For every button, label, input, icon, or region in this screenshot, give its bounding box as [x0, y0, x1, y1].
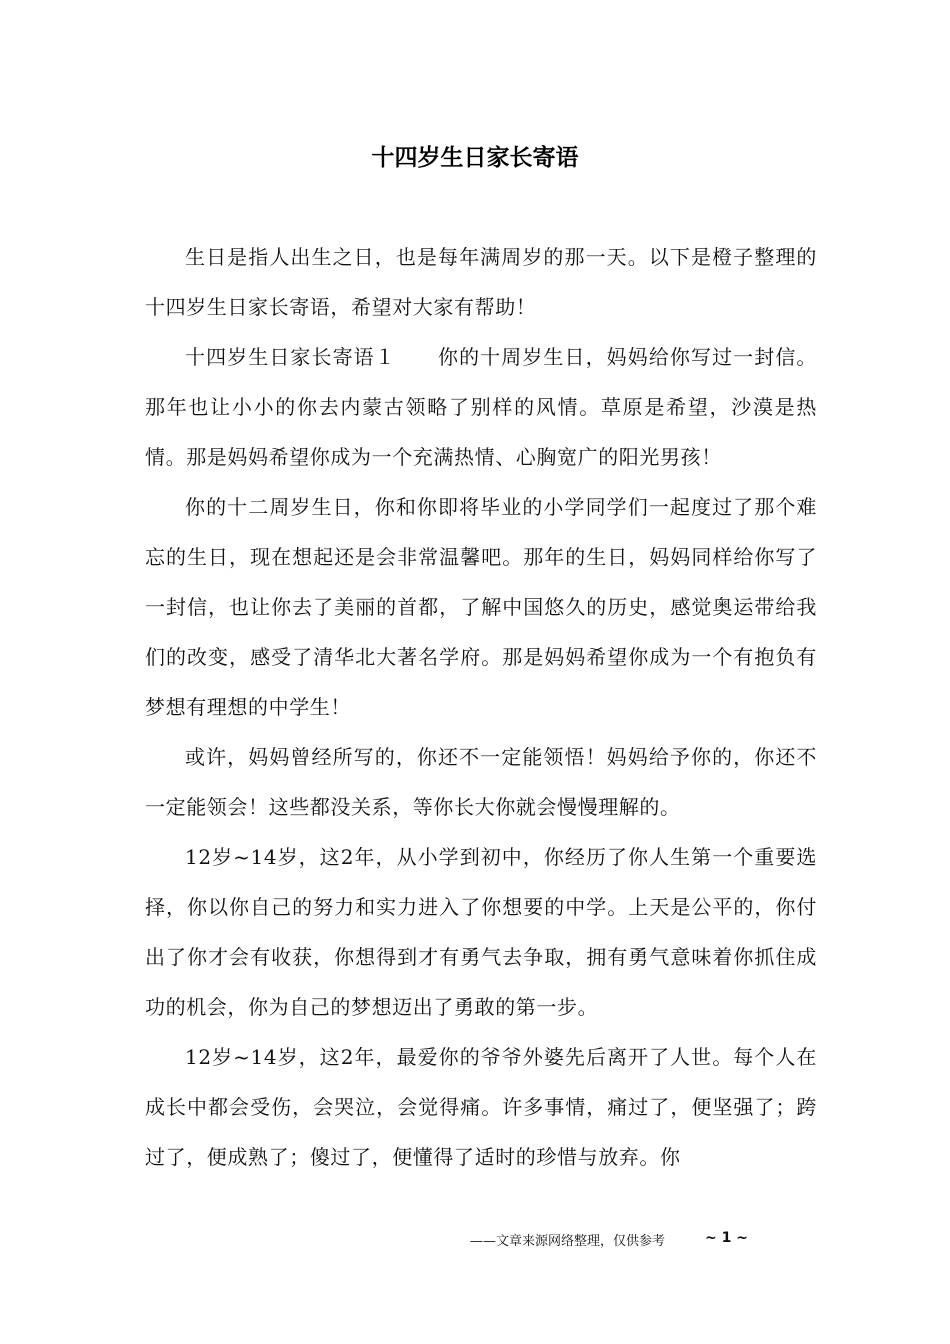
paragraph-twelfth-birthday: 你的十二周岁生日，你和你即将毕业的小学同学们一起度过了那个难忘的生日，现在想起还是会非常温馨吧。那年的生日，妈妈同样给你写了一封信，也让你去了美丽的首都，了解中国悠久的历史，感觉奥运带给我们的改变，感受了清华北大著名学府。那是妈妈希望你成为一个有抱负有梦想有理想的中学生！	[145, 495, 817, 719]
source-note: ——文章来源网络整理，仅供参考	[470, 1234, 666, 1249]
document-title: 十四岁生日家长寄语	[371, 145, 579, 171]
paragraph-growing-up: 12岁~14岁，这2年，最爱你的爷爷外婆先后离开了人世。每个人在成长中都会受伤，会哭泣，会觉得痛。许多事情，痛过了，便坚强了；跨过了，便成熟了；傻过了，便懂得了适时的珍惜与放弃。你	[145, 1045, 817, 1169]
document-body	[145, 232, 817, 1182]
paragraph-school-choice: 12岁~14岁，这2年，从小学到初中，你经历了你人生第一个重要选择，你以你自己的努力和实力进入了你想要的中学。上天是公平的，你付出了你才会有收获，你想得到才有勇气去争取，拥有勇气意味着你抓住成功的机会，你为自己的梦想迈出了勇敢的第一步。	[145, 845, 817, 1019]
page-number: ~ 1 ~	[705, 1230, 748, 1246]
page-footer	[470, 1220, 790, 1260]
paragraph-understanding: 或许，妈妈曾经所写的，你还不一定能领悟！妈妈给予你的，你还不一定能领会！这些都没关系，等你长大你就会慢慢理解的。	[145, 745, 817, 819]
paragraph-message-1: 十四岁生日家长寄语１ 你的十周岁生日，妈妈给你写过一封信。那年也让小小的你去内蒙古领略了别样的风情。草原是希望，沙漠是热情。那是妈妈希望你成为一个充满热情、心胸宽广的阳光男孩！	[145, 345, 817, 469]
paragraph-intro: 生日是指人出生之日，也是每年满周岁的那一天。以下是橙子整理的十四岁生日家长寄语，希望对大家有帮助！	[145, 245, 817, 319]
